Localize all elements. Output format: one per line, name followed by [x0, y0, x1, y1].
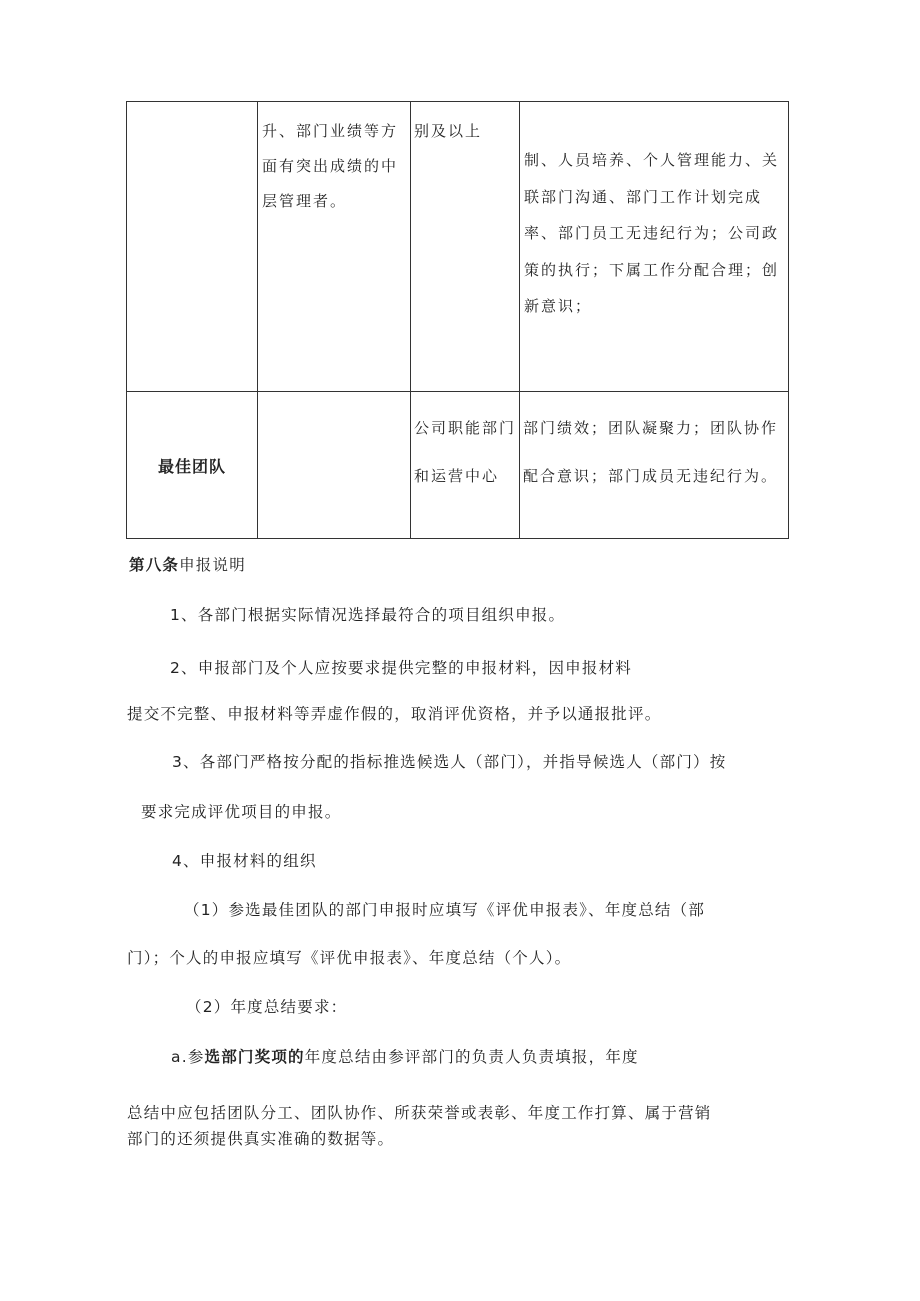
paragraph-a-line-3: 部门的还须提供真实准确的数据等。 [127, 1130, 395, 1148]
paragraph-3-line-1: 3、各部门严格按分配的指标推选候选人（部门），并指导候选人（部门）按 [172, 753, 727, 771]
scope-text: 公司职能部门和运营中心 [414, 419, 517, 485]
table-row [127, 102, 789, 392]
paragraph-a-line-1: a.参选部门奖项的年度总结由参评部门的负责人负责填报，年度 [171, 1048, 639, 1066]
criteria-text: 制、人员培养、个人管理能力、关联部门沟通、部门工作计划完成率、部门员工无违纪行为；公司政策的执行；下属工作分配合理；创新意识； [524, 151, 780, 315]
table-cell-conditions [258, 392, 411, 539]
table-cell-criteria [520, 102, 789, 392]
table-cell-category [127, 392, 258, 539]
table-cell-criteria [520, 392, 789, 539]
paragraph-4-1-line-1: （1）参选最佳团队的部门申报时应填写《评优申报表》、年度总结（部 [184, 901, 706, 919]
paragraph-3-line-2: 要求完成评优项目的申报。 [141, 803, 342, 821]
conditions-text: 升、部门业绩等方面有突出成绩的中层管理者。 [262, 122, 399, 210]
bold-emphasis: 选部门奖项的 [204, 1048, 305, 1066]
award-criteria-table [126, 101, 789, 539]
award-name: 最佳团队 [157, 456, 226, 476]
table-cell-category [127, 102, 258, 392]
scope-text: 别及以上 [414, 122, 483, 140]
section-title: 申报说明 [179, 556, 246, 574]
section-heading [129, 553, 246, 575]
criteria-text: 部门绩效；团队凝聚力；团队协作配合意识；部门成员无违纪行为。 [523, 419, 779, 485]
table-cell-scope [411, 392, 520, 539]
paragraph-2-line-2: 提交不完整、申报材料等弄虚作假的，取消评优资格，并予以通报批评。 [127, 705, 662, 723]
table-cell-scope [411, 102, 520, 392]
table-row [127, 392, 789, 539]
paragraph-4-2: （2）年度总结要求： [186, 998, 348, 1016]
paragraph-a-line-2: 总结中应包括团队分工、团队协作、所获荣誉或表彰、年度工作打算、属于营销 [127, 1104, 712, 1122]
section-number: 第八条 [129, 556, 180, 574]
paragraph-4: 4、申报材料的组织 [172, 852, 317, 870]
paragraph-4-1-line-2: 门）；个人的申报应填写《评优申报表》、年度总结（个人）。 [127, 949, 572, 967]
paragraph-1: 1、各部门根据实际情况选择最符合的项目组织申报。 [170, 606, 566, 624]
paragraph-2-line-1: 2、申报部门及个人应按要求提供完整的申报材料，因申报材料 [170, 659, 632, 677]
table-cell-conditions [258, 102, 411, 392]
